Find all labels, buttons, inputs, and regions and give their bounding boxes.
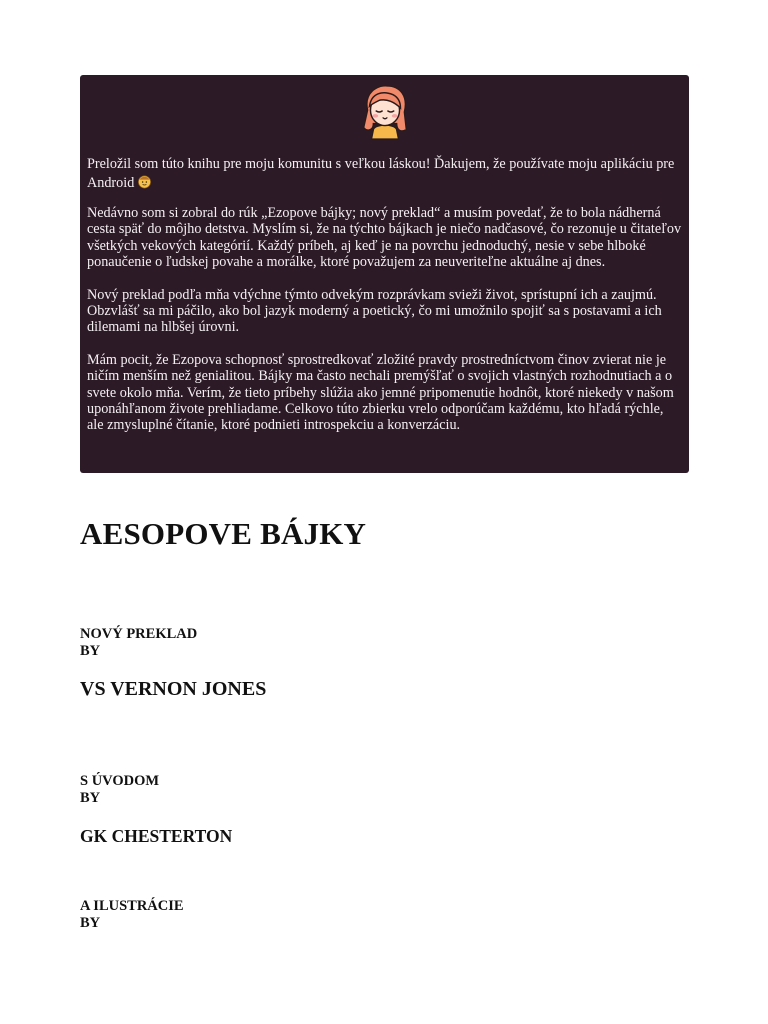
note-paragraph-aesop: Mám pocit, že Ezopova schopnosť sprostredkovať zložité pravdy prostredníctvom činov zvierat nie je ničím menším než genialitou. Bájky ma často nechali premýšľať o svojich vlastných rozhodnutiach a o svete okolo mňa. Verím, že tieto príbehy slúžia ako jemné pripomenutie hodnôt, ktoré niekedy v našom uponáhľanom živote prehliadame. Celkovo túto zbierku vrelo odporúčam každému, kto hľadá rýchle, ale zmysluplné čítanie, ktoré podnieti introspekciu a konverzáciu.: [87, 351, 674, 434]
note-paragraph-review: Nedávno som si zobral do rúk „Ezopove bájky; nový preklad“ a musím povedať, že to bola nádherná cesta späť do môjho detstva. Myslím si, že na týchto bájkach je niečo nadčasové, čo rezonuje u čitateľov všetkých vekových kategórií. Každý príbeh, aj keď je na povrchu jednoduchý, nesie v sebe hlboké ponaučenie o ľudskej povahe a morálke, ktoré považujem za neuveriteľne aktuálne aj dnes.: [87, 205, 682, 271]
face-emoji-icon: [137, 174, 152, 189]
note-paragraph-thanks-text: Preložil som túto knihu pre moju komunitu s veľkou láskou! Ďakujem, že používate moju aplikáciu pre Android: [87, 156, 675, 191]
intro-author: GK CHESTERTON: [80, 826, 233, 846]
translator-name: VS VERNON JONES: [80, 678, 267, 700]
note-paragraph-thanks: [87, 155, 683, 193]
avatar-container: [87, 81, 683, 151]
intro-label: [80, 773, 159, 807]
girl-avatar-icon: [354, 81, 416, 143]
illustrations-label: [80, 898, 184, 932]
intro-label-line2: BY: [80, 790, 101, 806]
translation-label-line1: NOVÝ PREKLAD: [80, 626, 198, 642]
illustrations-label-line2: BY: [80, 915, 101, 931]
translator-note-box: [80, 75, 689, 473]
translation-label-line2: BY: [80, 643, 101, 659]
note-paragraph-translation: Nový preklad podľa mňa vdýchne týmto odvekým rozprávkam svieži život, sprístupní ich a zaujmú. Obzvlášť sa mi páčilo, ako bol jazyk moderný a poetický, čo mi umožnilo spojiť sa s postavami a ich dilemami na hlbšej úrovni.: [87, 286, 662, 336]
illustrations-label-line1: A ILUSTRÁCIE: [80, 898, 184, 914]
intro-label-line1: S ÚVODOM: [80, 773, 160, 789]
translation-label: [80, 626, 197, 660]
book-title: AESOPOVE BÁJKY: [80, 516, 367, 551]
